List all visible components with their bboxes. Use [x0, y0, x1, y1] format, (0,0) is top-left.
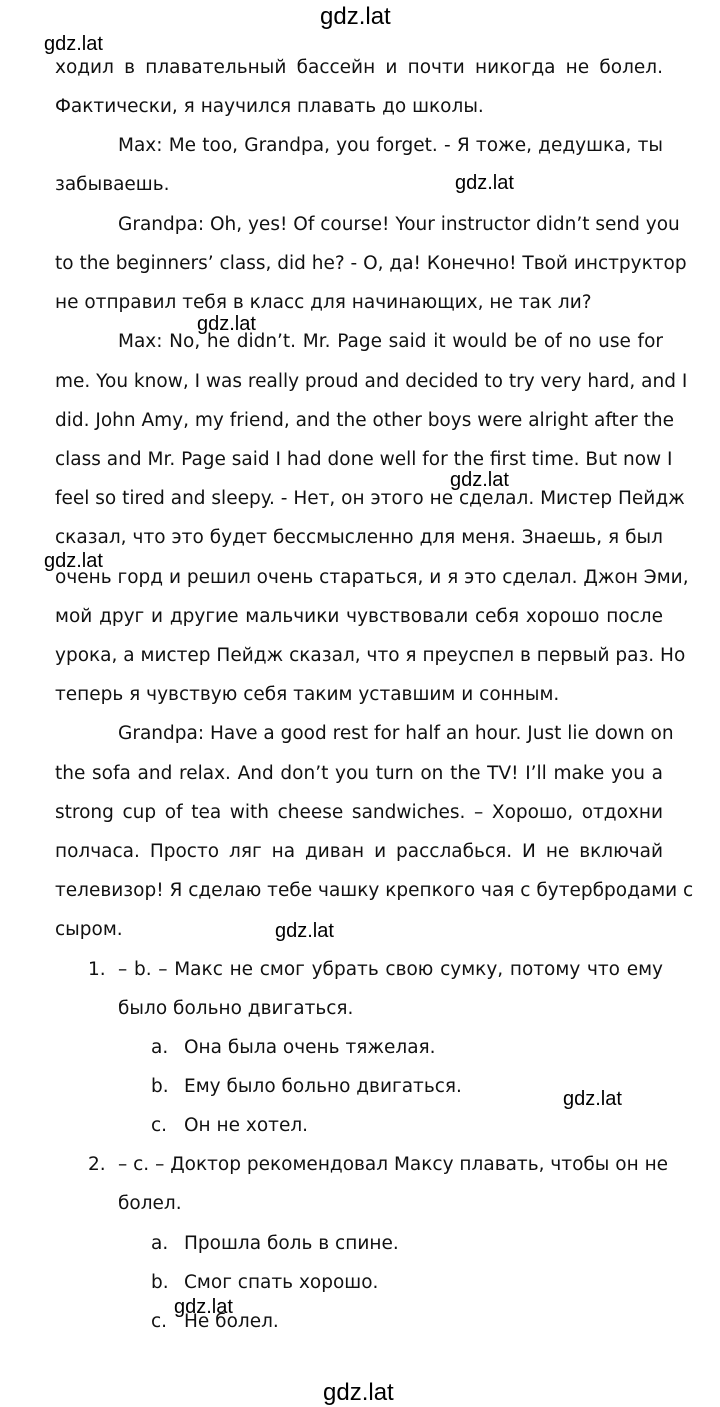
option-letter: b.: [151, 1272, 169, 1293]
text-line: телевизор! Я сделаю тебе чашку крепкого чая с бутербродами с: [55, 880, 694, 901]
text-line: забываешь.: [55, 174, 170, 195]
text-line: Max: No, he didn’t. Mr. Page said it would be of no use for: [118, 331, 663, 352]
question-number: 2.: [88, 1154, 106, 1175]
watermark-top: gdz.lat: [320, 3, 391, 30]
text-line: to the beginners’ class, did he? - О, да! Конечно! Твой инструктор: [55, 253, 687, 274]
text-line: the sofa and relax. And don’t you turn on the TV! I’ll make you a: [55, 763, 663, 784]
watermark: gdz.lat: [275, 920, 334, 942]
text-line: мой друг и другие мальчики чувствовали себя хорошо после: [55, 606, 663, 627]
option-text: Он не хотел.: [184, 1115, 309, 1136]
text-line: Max: Me too, Grandpa, you forget. - Я тоже, дедушка, ты: [118, 135, 663, 156]
text-line: ходил в плавательный бассейн и почти никогда не болел.: [55, 57, 663, 78]
option-text: Она была очень тяжелая.: [184, 1037, 436, 1058]
text-line: feel so tired and sleepy. - Нет, он этого не сделал. Мистер Пейдж: [55, 488, 685, 509]
option-text: Прошла боль в спине.: [184, 1233, 399, 1254]
option-letter: a.: [151, 1037, 169, 1058]
question-number: 1.: [88, 959, 106, 980]
watermark: gdz.lat: [44, 33, 103, 55]
watermark-bottom: gdz.lat: [323, 1379, 394, 1406]
option-text: Смог спать хорошо.: [184, 1272, 379, 1293]
watermark: gdz.lat: [563, 1088, 622, 1110]
option-letter: a.: [151, 1233, 169, 1254]
watermark: gdz.lat: [44, 550, 103, 572]
option-letter: b.: [151, 1076, 169, 1097]
text-line: Grandpa: Oh, yes! Of course! Your instructor didn’t send you: [118, 214, 680, 235]
question-text: болел.: [118, 1193, 182, 1214]
text-line: очень горд и решил очень стараться, и я это сделал. Джон Эми,: [55, 567, 689, 588]
question-text: – b. – Макс не смог убрать свою сумку, потому что ему: [118, 959, 663, 980]
text-line: урока, а мистер Пейдж сказал, что я преуспел в первый раз. Но: [55, 645, 686, 666]
option-text: Не болел.: [184, 1311, 279, 1332]
option-text: Ему было больно двигаться.: [184, 1076, 462, 1097]
text-line: class and Mr. Page said I had done well for the first time. But now I: [55, 449, 673, 470]
text-line: strong cup of tea with cheese sandwiches. – Хорошо, отдохни: [55, 802, 663, 823]
text-line: did. John Amy, my friend, and the other boys were alright after the: [55, 410, 675, 431]
text-line: Фактически, я научился плавать до школы.: [55, 96, 484, 117]
text-line: me. You know, I was really proud and decided to try very hard, and I: [55, 371, 688, 392]
text-line: сыром.: [55, 919, 123, 940]
text-line: сказал, что это будет бессмысленно для меня. Знаешь, я был: [55, 527, 663, 548]
text-line: теперь я чувствую себя таким уставшим и сонным.: [55, 684, 560, 705]
text-line: полчаса. Просто ляг на диван и расслабься. И не включай: [55, 841, 663, 862]
watermark: gdz.lat: [174, 1296, 233, 1318]
watermark: gdz.lat: [197, 313, 256, 335]
text-line: не отправил тебя в класс для начинающих, не так ли?: [55, 292, 592, 313]
text-line: Grandpa: Have a good rest for half an hour. Just lie down on: [118, 723, 674, 744]
watermark: gdz.lat: [455, 172, 514, 194]
option-letter: c.: [151, 1115, 168, 1136]
watermark: gdz.lat: [450, 469, 509, 491]
question-text: было больно двигаться.: [118, 998, 354, 1019]
option-letter: c.: [151, 1311, 168, 1332]
question-text: – c. – Доктор рекомендовал Максу плавать, чтобы он не: [118, 1154, 669, 1175]
